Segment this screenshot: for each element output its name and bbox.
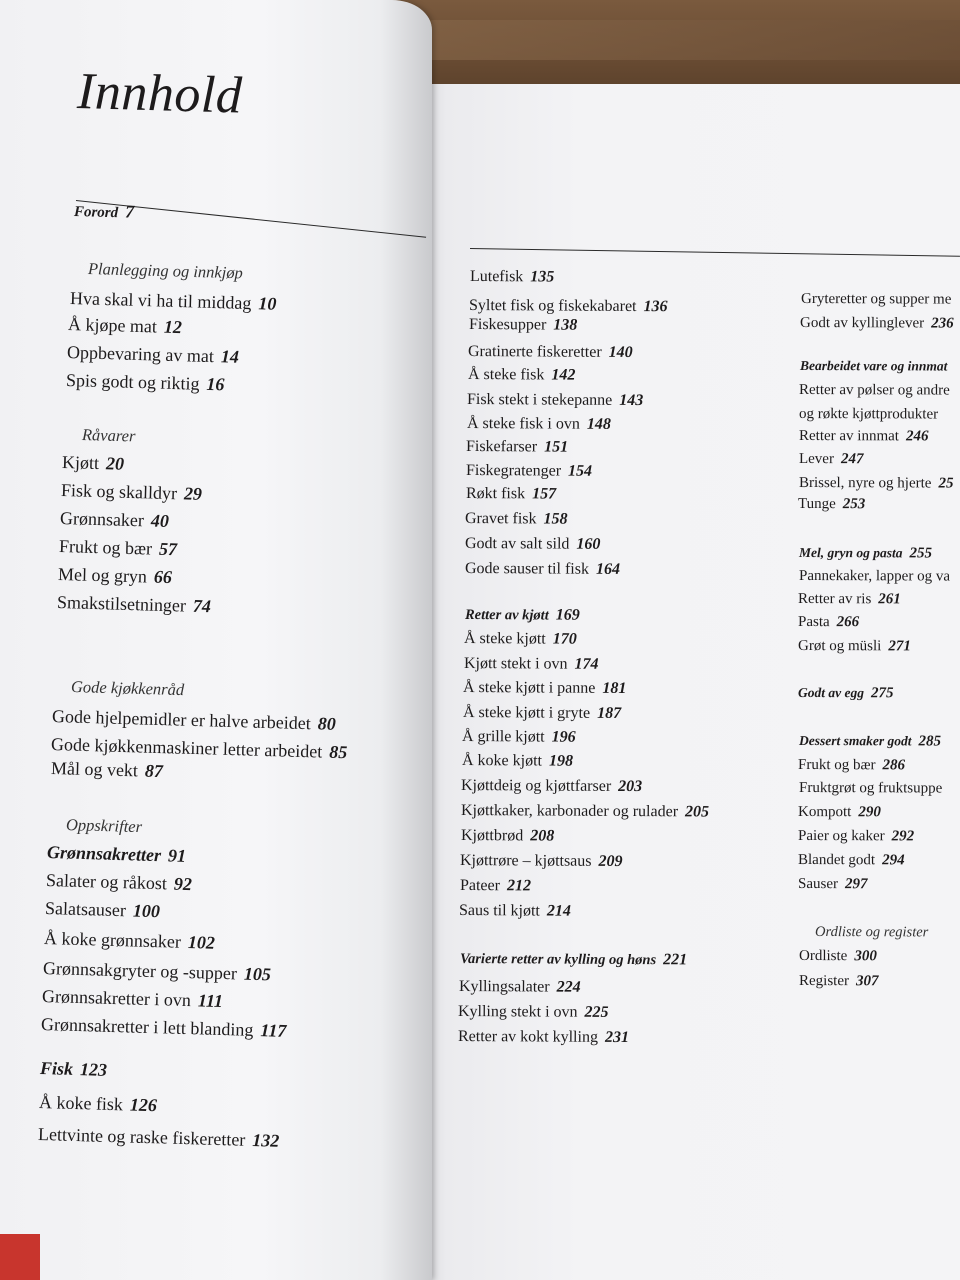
page-number: 111 — [197, 990, 224, 1012]
toc-entry-title: Gode hjelpemidler er halve arbeidet — [51, 706, 312, 734]
page-number: 231 — [604, 1028, 630, 1047]
page-number: 203 — [618, 777, 643, 796]
toc-entry-title: Grønnsakretter i lett blanding — [40, 1014, 254, 1040]
toc-entry-title: Gode kjøkkenmaskiner letter arbeidet — [50, 734, 323, 762]
page-number: 154 — [568, 462, 593, 480]
toc-entry-title: Smakstilsetninger — [56, 592, 187, 616]
toc-entry-title: Lever — [798, 451, 835, 468]
page-number: 138 — [553, 316, 578, 334]
page-number: 80 — [317, 713, 337, 734]
toc-entry-title: Kjøttkaker, karbonader og rulader — [460, 802, 679, 821]
toc-entry-title: Oppbevaring av mat — [66, 342, 215, 367]
page-number: 196 — [551, 728, 576, 746]
toc-entry — [467, 391, 643, 410]
toc-entry — [799, 568, 950, 586]
toc-entry — [461, 777, 642, 796]
page-number: 290 — [858, 804, 881, 821]
page-number: 148 — [586, 415, 611, 433]
section-heading: Fisk — [39, 1058, 74, 1079]
page-number: 132 — [252, 1129, 280, 1151]
toc-entry-title: Å steke kjøtt — [463, 630, 546, 648]
section-subtitle: Planlegging og innkjøp — [87, 259, 244, 283]
toc-entry-title: og røkte kjøttprodukter — [798, 406, 939, 423]
page-number: 253 — [842, 496, 866, 513]
toc-entry-title: Grøt og müsli — [797, 638, 882, 655]
page-number: 181 — [602, 679, 627, 697]
page-number: 158 — [543, 510, 568, 528]
toc-entry-title: Grønnsakgryter og -supper — [42, 958, 238, 984]
page-number: 74 — [192, 595, 212, 617]
toc-entry-title: Å steke fisk i ovn — [466, 415, 580, 433]
toc-entry — [799, 451, 864, 468]
toc-entry — [798, 852, 905, 869]
toc-entry — [465, 535, 601, 554]
toc-entry-title: Gravet fisk — [464, 510, 537, 528]
toc-entry-title: Å steke kjøtt i gryte — [462, 704, 591, 722]
toc-entry — [74, 200, 135, 223]
toc-entry — [458, 1028, 629, 1047]
toc-entry — [465, 510, 568, 529]
toc-entry — [466, 462, 592, 481]
section-heading: Varierte retter av kylling og høns — [459, 951, 657, 969]
section-heading: Retter av kjøtt — [464, 607, 549, 624]
toc-entry-title: Kylling stekt i ovn — [457, 1003, 578, 1021]
toc-entry-title: Retter av ris — [797, 591, 872, 608]
page-number: 40 — [150, 510, 170, 532]
toc-entry — [60, 508, 170, 532]
toc-entry — [798, 496, 865, 513]
page-number: 14 — [220, 346, 240, 367]
page-number: 275 — [870, 685, 894, 702]
toc-entry — [458, 1003, 609, 1022]
page-number: 285 — [918, 733, 942, 750]
toc-entry-title: Mel og gryn — [57, 564, 148, 587]
toc-entry-title: Spis godt og riktig — [65, 370, 200, 394]
page-number: 143 — [619, 391, 644, 410]
toc-entry — [68, 314, 183, 338]
page-number: 224 — [556, 978, 581, 996]
toc-entry-title: Frukt og bær — [797, 757, 876, 774]
toc-entry-title: Grønnsaker — [59, 508, 145, 531]
page-number: 225 — [584, 1003, 609, 1021]
toc-entry — [798, 876, 868, 893]
toc-entry-title: Godt av kyllinglever — [799, 315, 925, 332]
page-number: 91 — [167, 845, 187, 866]
page-number: 297 — [844, 876, 868, 893]
toc-entry — [463, 679, 627, 698]
toc-entry-title: Godt av salt sild — [464, 535, 570, 553]
toc-entry-title: Kompott — [797, 804, 852, 821]
toc-entry — [799, 475, 954, 493]
toc-entry — [801, 291, 951, 309]
toc-entry — [468, 366, 576, 385]
toc-entry — [66, 814, 143, 837]
toc-entry — [459, 978, 581, 997]
book-cover-edge — [0, 1234, 40, 1280]
toc-entry — [798, 685, 894, 702]
page-number: 247 — [840, 451, 864, 468]
section-heading: Dessert smaker godt — [798, 733, 912, 749]
toc-entry — [88, 258, 243, 283]
toc-entry — [798, 614, 859, 631]
page-number: 151 — [544, 438, 569, 456]
toc-entry — [82, 424, 136, 446]
toc-entry-title: Fisk og skalldyr — [60, 480, 178, 504]
toc-entry-title: Pasta — [797, 614, 830, 631]
toc-entry-title: Fiskesupper — [468, 316, 547, 334]
toc-entry-title: Gratinerte fiskeretter — [467, 343, 602, 361]
page-number: 7 — [124, 201, 135, 222]
toc-entry — [462, 752, 573, 771]
page-number: 92 — [173, 873, 193, 895]
toc-entry — [799, 406, 938, 423]
toc-entry — [815, 924, 928, 941]
toc-entry — [798, 638, 911, 655]
toc-entry-title: Fiskegratenger — [465, 462, 562, 480]
toc-entry — [468, 343, 633, 362]
page-number: 174 — [574, 655, 599, 673]
page-number: 135 — [530, 268, 555, 286]
page-number: 255 — [909, 545, 933, 562]
toc-entry-title: Fruktgrøt og fruktsuppe — [798, 780, 943, 797]
toc-entry — [460, 852, 623, 871]
page-number: 123 — [79, 1059, 108, 1080]
page-number: 212 — [506, 877, 532, 895]
toc-entry-title: Brissel, nyre og hjerte — [798, 475, 932, 492]
page-number: 271 — [888, 638, 911, 655]
toc-entry-title: Pannekaker, lapper og va — [798, 568, 951, 585]
page-number: 236 — [931, 315, 954, 332]
toc-entry — [61, 480, 203, 505]
toc-entry — [799, 428, 929, 445]
section-heading: Forord — [73, 204, 119, 222]
page-number: 266 — [836, 614, 860, 631]
toc-entry-title: Å grille kjøtt — [461, 728, 545, 746]
toc-entry — [799, 973, 879, 990]
page-number: 29 — [183, 483, 203, 504]
section-subtitle: Gode kjøkkenråd — [70, 677, 185, 700]
toc-entry — [461, 802, 709, 822]
toc-entry — [45, 898, 161, 922]
toc-entry — [51, 758, 164, 782]
page-number: 307 — [855, 973, 879, 990]
page-number: 214 — [546, 902, 571, 920]
toc-entry-title: Salater og råkost — [45, 870, 168, 894]
toc-entry-title: Blandet godt — [797, 852, 876, 869]
toc-entry-title: Gryteretter og supper me — [800, 291, 952, 308]
page-number: 100 — [132, 900, 161, 922]
section-heading: Mel, gryn og pasta — [798, 545, 903, 561]
toc-entry-title: Syltet fisk og fiskekabaret — [468, 297, 637, 316]
section-subtitle: Ordliste og register — [814, 924, 929, 941]
page-number: 20 — [105, 453, 125, 474]
toc-entry — [47, 842, 187, 867]
section-heading: Godt av egg — [797, 685, 865, 701]
toc-entry — [39, 1092, 158, 1116]
page-number: 157 — [532, 485, 557, 503]
page-number: 261 — [878, 591, 901, 608]
toc-entry — [461, 827, 554, 846]
page-number: 87 — [144, 760, 164, 782]
wood-grain — [380, 20, 960, 60]
toc-entry-title: Ordliste — [798, 948, 848, 965]
toc-entry — [469, 316, 577, 335]
toc-entry-title: Gode sauser til fisk — [464, 560, 590, 578]
toc-entry-title: Hva skal vi ha til middag — [69, 288, 252, 314]
page-number: 209 — [598, 852, 623, 870]
toc-entry-title: Lutefisk — [469, 268, 524, 286]
toc-entry-title: Fisk stekt i stekepanne — [466, 391, 613, 409]
toc-entry — [464, 655, 599, 674]
page-number: 187 — [597, 704, 622, 722]
toc-entry — [467, 415, 611, 434]
page-number: 205 — [684, 803, 710, 821]
toc-entry — [71, 676, 185, 700]
page-number: 117 — [260, 1020, 287, 1041]
page-number: 12 — [163, 316, 183, 338]
toc-entry — [460, 950, 687, 969]
toc-entry-title: Å koke fisk — [38, 1092, 124, 1115]
toc-entry — [470, 268, 554, 287]
toc-entry-title: Pateer — [459, 877, 501, 895]
section-heading: Bearbeidet vare og innmat — [799, 358, 948, 374]
toc-entry-title: Tunge — [797, 496, 836, 513]
toc-entry — [798, 804, 881, 821]
page-number: 10 — [258, 293, 277, 314]
toc-entry — [465, 606, 580, 625]
toc-entry-title: Fiskefarser — [465, 438, 538, 456]
toc-entry-title: Kjøttbrød — [460, 827, 524, 845]
page-number: 126 — [129, 1094, 158, 1116]
toc-entry — [466, 485, 556, 504]
toc-entry-title: Mål og vekt — [50, 758, 139, 781]
page-number: 136 — [643, 298, 668, 316]
toc-entry — [469, 297, 668, 316]
toc-entry — [40, 1058, 108, 1081]
toc-entry-title: Kjøtt — [61, 452, 100, 474]
page-number: 105 — [243, 963, 272, 985]
toc-entry-title: Kjøttdeig og kjøttfarser — [460, 777, 612, 795]
page-number: 300 — [854, 948, 877, 965]
toc-entry — [62, 452, 125, 475]
toc-entry — [59, 536, 178, 560]
toc-entry-title: Kjøtt stekt i ovn — [463, 655, 568, 673]
page-number: 25 — [938, 475, 954, 492]
page-number: 160 — [576, 535, 601, 553]
page-number: 221 — [663, 951, 688, 969]
page-title: Innhold — [76, 62, 244, 125]
page-number: 85 — [329, 741, 348, 763]
toc-entry — [460, 877, 531, 895]
toc-entry-title: Å koke grønnsaker — [43, 928, 182, 952]
toc-entry-title: Salatsauser — [44, 898, 127, 921]
toc-entry-title: Å koke kjøtt — [461, 752, 543, 770]
toc-entry-title: Grønnsakretter i ovn — [41, 986, 192, 1011]
toc-entry — [799, 733, 941, 750]
toc-entry-title: Frukt og bær — [58, 536, 153, 559]
left-page — [0, 0, 432, 1280]
toc-entry — [798, 591, 901, 608]
toc-entry-title: Røkt fisk — [465, 485, 526, 503]
page-number: 142 — [551, 366, 576, 384]
page-number: 286 — [882, 757, 906, 774]
page-number: 294 — [882, 852, 905, 869]
toc-entry — [463, 704, 621, 723]
toc-entry — [462, 728, 576, 747]
section-subtitle: Råvarer — [81, 425, 136, 446]
toc-entry — [465, 560, 620, 579]
section-subtitle: Oppskrifter — [65, 815, 143, 837]
page-number: 292 — [891, 828, 915, 845]
toc-entry — [58, 564, 173, 588]
toc-entry-title: Retter av pølser og andre — [798, 382, 950, 399]
toc-entry — [800, 358, 947, 376]
toc-entry-title: Paier og kaker — [797, 828, 885, 845]
toc-entry-title: Saus til kjøtt — [458, 902, 540, 920]
toc-entry — [798, 757, 905, 774]
page-number: 57 — [158, 538, 178, 560]
toc-entry — [799, 382, 950, 400]
toc-entry — [464, 630, 577, 649]
toc-entry-title: Å steke kjøtt i panne — [462, 679, 596, 697]
toc-entry-title: Lettvinte og raske fiskeretter — [37, 1124, 246, 1150]
toc-entry-title: Retter av innmat — [798, 428, 899, 445]
toc-entry — [459, 902, 571, 921]
page-number: 16 — [206, 373, 225, 395]
page-number: 164 — [595, 560, 621, 578]
page-number: 140 — [608, 343, 633, 362]
page-number: 198 — [548, 752, 574, 770]
toc-entry-title: Kjøttrøre – kjøttsaus — [459, 852, 592, 870]
page-number: 66 — [153, 566, 173, 588]
section-heading: Grønnsakretter — [46, 842, 162, 866]
page-number: 102 — [187, 932, 216, 953]
toc-entry — [799, 948, 877, 965]
toc-entry — [799, 545, 932, 562]
toc-entry — [800, 315, 954, 333]
page-number: 246 — [905, 428, 929, 445]
toc-entry-title: Register — [798, 973, 850, 990]
toc-entry — [799, 780, 942, 798]
toc-entry — [466, 438, 568, 457]
toc-entry — [798, 828, 914, 845]
toc-entry — [57, 592, 212, 617]
toc-entry — [46, 870, 192, 895]
page-number: 208 — [530, 827, 555, 845]
toc-entry-title: Kyllingsalater — [458, 978, 550, 996]
toc-entry-title: Sauser — [797, 876, 839, 893]
toc-entry-title: Å kjøpe mat — [67, 314, 158, 337]
page-number: 170 — [552, 630, 577, 648]
toc-entry — [66, 370, 225, 395]
toc-entry-title: Retter av kokt kylling — [457, 1028, 599, 1046]
toc-entry-title: Å steke fisk — [467, 366, 545, 384]
page-number: 169 — [555, 606, 580, 624]
